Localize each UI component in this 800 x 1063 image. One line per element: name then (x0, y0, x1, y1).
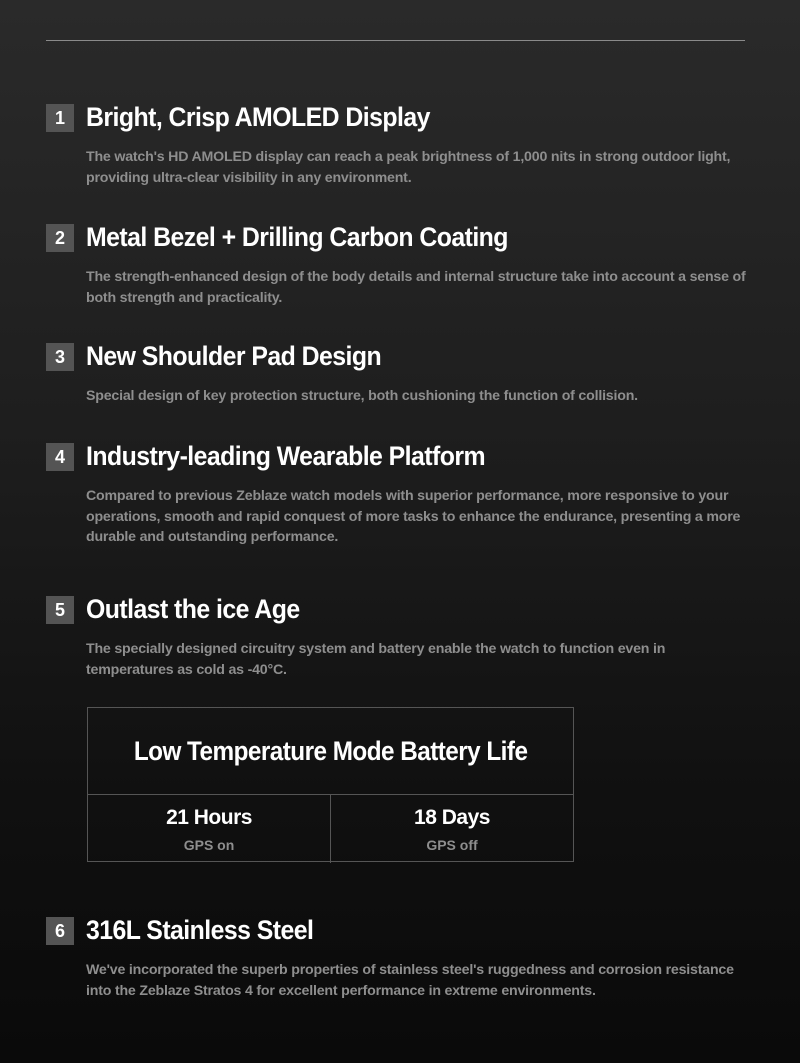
battery-cell-gps-off (330, 795, 573, 863)
feature-description: The specially designed circuitry system and battery enable the watch to function even in temperatures as cold as -40°C. (86, 641, 666, 678)
feature-title: 316L Stainless Steel (86, 915, 314, 945)
battery-value: 18 Days (414, 805, 490, 829)
feature-display (46, 102, 756, 188)
feature-platform (46, 441, 756, 548)
battery-table-title: Low Temperature Mode Battery Life (88, 708, 573, 795)
feature-ice-age (46, 594, 756, 680)
feature-bezel (46, 222, 756, 308)
feature-number-badge: 2 (46, 224, 74, 252)
feature-title: Industry-leading Wearable Platform (86, 441, 486, 471)
feature-description: The strength-enhanced design of the body details and internal structure take into account a sense of both strength and practicality. (86, 269, 746, 306)
feature-shoulder-pad (46, 341, 756, 407)
feature-number-badge: 3 (46, 343, 74, 371)
feature-title: Outlast the ice Age (86, 594, 300, 624)
feature-title: New Shoulder Pad Design (86, 341, 382, 371)
feature-description: Special design of key protection structure, both cushioning the function of collision. (86, 388, 638, 404)
battery-cell-gps-on (88, 795, 330, 863)
feature-stainless-steel (46, 915, 756, 1001)
top-divider (46, 40, 745, 41)
battery-life-table (87, 707, 574, 862)
feature-number-badge: 1 (46, 104, 74, 132)
feature-description: We've incorporated the superb properties of stainless steel's ruggedness and corrosion resistance into the Zeblaze Stratos 4 for excellent performance in extreme environments. (86, 962, 734, 999)
feature-description: Compared to previous Zeblaze watch models with superior performance, more responsive to your operations, smooth and rapid conquest of more tasks to enhance the endurance, presenting a more durable and outstanding performance. (86, 488, 741, 545)
battery-value: 21 Hours (166, 805, 252, 829)
feature-title: Metal Bezel + Drilling Carbon Coating (86, 222, 508, 252)
battery-label: GPS on (183, 836, 235, 853)
feature-description: The watch's HD AMOLED display can reach a peak brightness of 1,000 nits in strong outdoor light, providing ultra-clear visibility in any environment. (86, 149, 731, 186)
feature-number-badge: 5 (46, 596, 74, 624)
battery-label: GPS off (426, 836, 478, 853)
feature-title: Bright, Crisp AMOLED Display (86, 102, 430, 132)
feature-number-badge: 6 (46, 917, 74, 945)
feature-number-badge: 4 (46, 443, 74, 471)
